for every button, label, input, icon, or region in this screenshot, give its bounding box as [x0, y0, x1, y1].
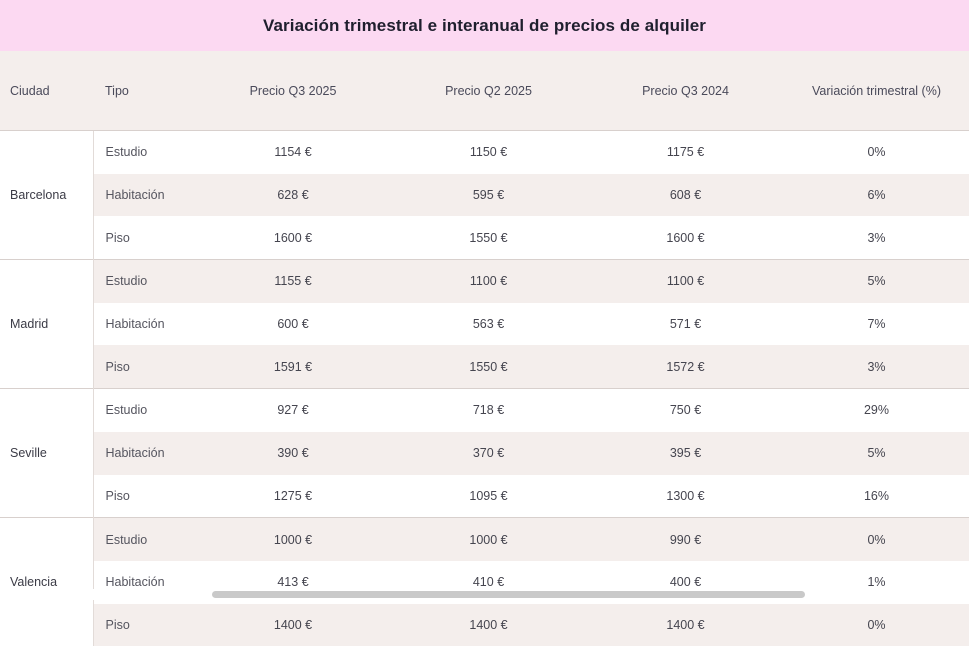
cell-q3-2025: 1591 € — [196, 345, 390, 388]
rent-price-table — [0, 51, 969, 646]
title-bar — [0, 0, 969, 51]
cell-tipo: Habitación — [93, 303, 196, 346]
table-header-row — [0, 51, 969, 131]
cell-q3-2025: 1155 € — [196, 260, 390, 303]
cell-q3-2025: 927 € — [196, 389, 390, 432]
cell-tipo: Estudio — [93, 518, 196, 561]
cell-var: 0% — [784, 518, 969, 561]
cell-var: 0% — [784, 131, 969, 174]
cell-var: 6% — [784, 174, 969, 217]
cell-q2-2025: 1550 € — [390, 216, 587, 259]
cell-ciudad: Valencia — [0, 561, 93, 604]
column-header-precio-q2-2025: Precio Q2 2025 — [390, 51, 587, 131]
cell-var: 7% — [784, 303, 969, 346]
cell-ciudad — [0, 131, 93, 174]
cell-var: 16% — [784, 475, 969, 518]
table-row — [0, 260, 969, 303]
table-row — [0, 303, 969, 346]
horizontal-scrollbar[interactable] — [0, 589, 969, 600]
cell-q3-2025: 413 € — [196, 561, 390, 604]
cell-ciudad: Barcelona — [0, 174, 93, 217]
cell-q3-2025: 1275 € — [196, 475, 390, 518]
cell-q3-2024: 608 € — [587, 174, 784, 217]
page-title: Variación trimestral e interanual de precios de alquiler — [263, 16, 706, 36]
cell-tipo: Estudio — [93, 260, 196, 303]
cell-q2-2025: 563 € — [390, 303, 587, 346]
cell-q3-2024: 395 € — [587, 432, 784, 475]
cell-q3-2024: 1572 € — [587, 345, 784, 388]
table-row — [0, 475, 969, 518]
cell-q2-2025: 410 € — [390, 561, 587, 604]
cell-tipo: Piso — [93, 216, 196, 259]
cell-q2-2025: 1150 € — [390, 131, 587, 174]
cell-q2-2025: 1100 € — [390, 260, 587, 303]
cell-q3-2024: 1100 € — [587, 260, 784, 303]
column-header-precio-q3-2024: Precio Q3 2024 — [587, 51, 784, 131]
cell-ciudad — [0, 260, 93, 303]
table-row — [0, 131, 969, 174]
cell-var: 3% — [784, 345, 969, 388]
cell-tipo: Estudio — [93, 131, 196, 174]
cell-q3-2024: 1600 € — [587, 216, 784, 259]
cell-var: 3% — [784, 216, 969, 259]
cell-tipo: Piso — [93, 604, 196, 646]
table-row — [0, 604, 969, 646]
horizontal-scrollbar-thumb[interactable] — [212, 591, 805, 598]
cell-q3-2025: 600 € — [196, 303, 390, 346]
table-header — [0, 51, 969, 131]
cell-q2-2025: 1000 € — [390, 518, 587, 561]
cell-ciudad — [0, 345, 93, 388]
cell-q3-2024: 1175 € — [587, 131, 784, 174]
cell-q3-2024: 400 € — [587, 561, 784, 604]
cell-q3-2024: 1300 € — [587, 475, 784, 518]
table-scroll-region[interactable] — [0, 51, 969, 600]
cell-q2-2025: 1095 € — [390, 475, 587, 518]
table-row — [0, 432, 969, 475]
cell-q3-2025: 628 € — [196, 174, 390, 217]
table-row — [0, 389, 969, 432]
cell-q2-2025: 1400 € — [390, 604, 587, 646]
cell-ciudad — [0, 389, 93, 432]
cell-q2-2025: 595 € — [390, 174, 587, 217]
cell-tipo: Habitación — [93, 174, 196, 217]
cell-q2-2025: 1550 € — [390, 345, 587, 388]
cell-q3-2025: 1400 € — [196, 604, 390, 646]
cell-var: 5% — [784, 260, 969, 303]
cell-q3-2024: 571 € — [587, 303, 784, 346]
cell-var: 1% — [784, 561, 969, 604]
column-header-ciudad: Ciudad — [0, 51, 93, 131]
table-body — [0, 131, 969, 646]
cell-ciudad — [0, 216, 93, 259]
cell-var: 5% — [784, 432, 969, 475]
cell-q2-2025: 718 € — [390, 389, 587, 432]
cell-q3-2025: 1000 € — [196, 518, 390, 561]
table-row — [0, 216, 969, 259]
cell-tipo: Estudio — [93, 389, 196, 432]
cell-ciudad — [0, 475, 93, 518]
table-row — [0, 174, 969, 217]
cell-tipo: Habitación — [93, 432, 196, 475]
cell-q3-2024: 990 € — [587, 518, 784, 561]
cell-var: 29% — [784, 389, 969, 432]
table-row — [0, 345, 969, 388]
cell-q3-2025: 1154 € — [196, 131, 390, 174]
column-header-precio-q3-2025: Precio Q3 2025 — [196, 51, 390, 131]
column-header-variacion-trimestral: Variación trimestral (%) — [784, 51, 969, 131]
cell-q3-2025: 390 € — [196, 432, 390, 475]
cell-tipo: Piso — [93, 345, 196, 388]
cell-ciudad: Madrid — [0, 303, 93, 346]
cell-var: 0% — [784, 604, 969, 646]
cell-ciudad: Seville — [0, 432, 93, 475]
cell-tipo: Habitación — [93, 561, 196, 604]
table-row — [0, 518, 969, 561]
column-header-tipo: Tipo — [93, 51, 196, 131]
cell-q3-2025: 1600 € — [196, 216, 390, 259]
cell-ciudad — [0, 604, 93, 646]
cell-q3-2024: 750 € — [587, 389, 784, 432]
cell-ciudad — [0, 518, 93, 561]
cell-q2-2025: 370 € — [390, 432, 587, 475]
cell-q3-2024: 1400 € — [587, 604, 784, 646]
cell-tipo: Piso — [93, 475, 196, 518]
